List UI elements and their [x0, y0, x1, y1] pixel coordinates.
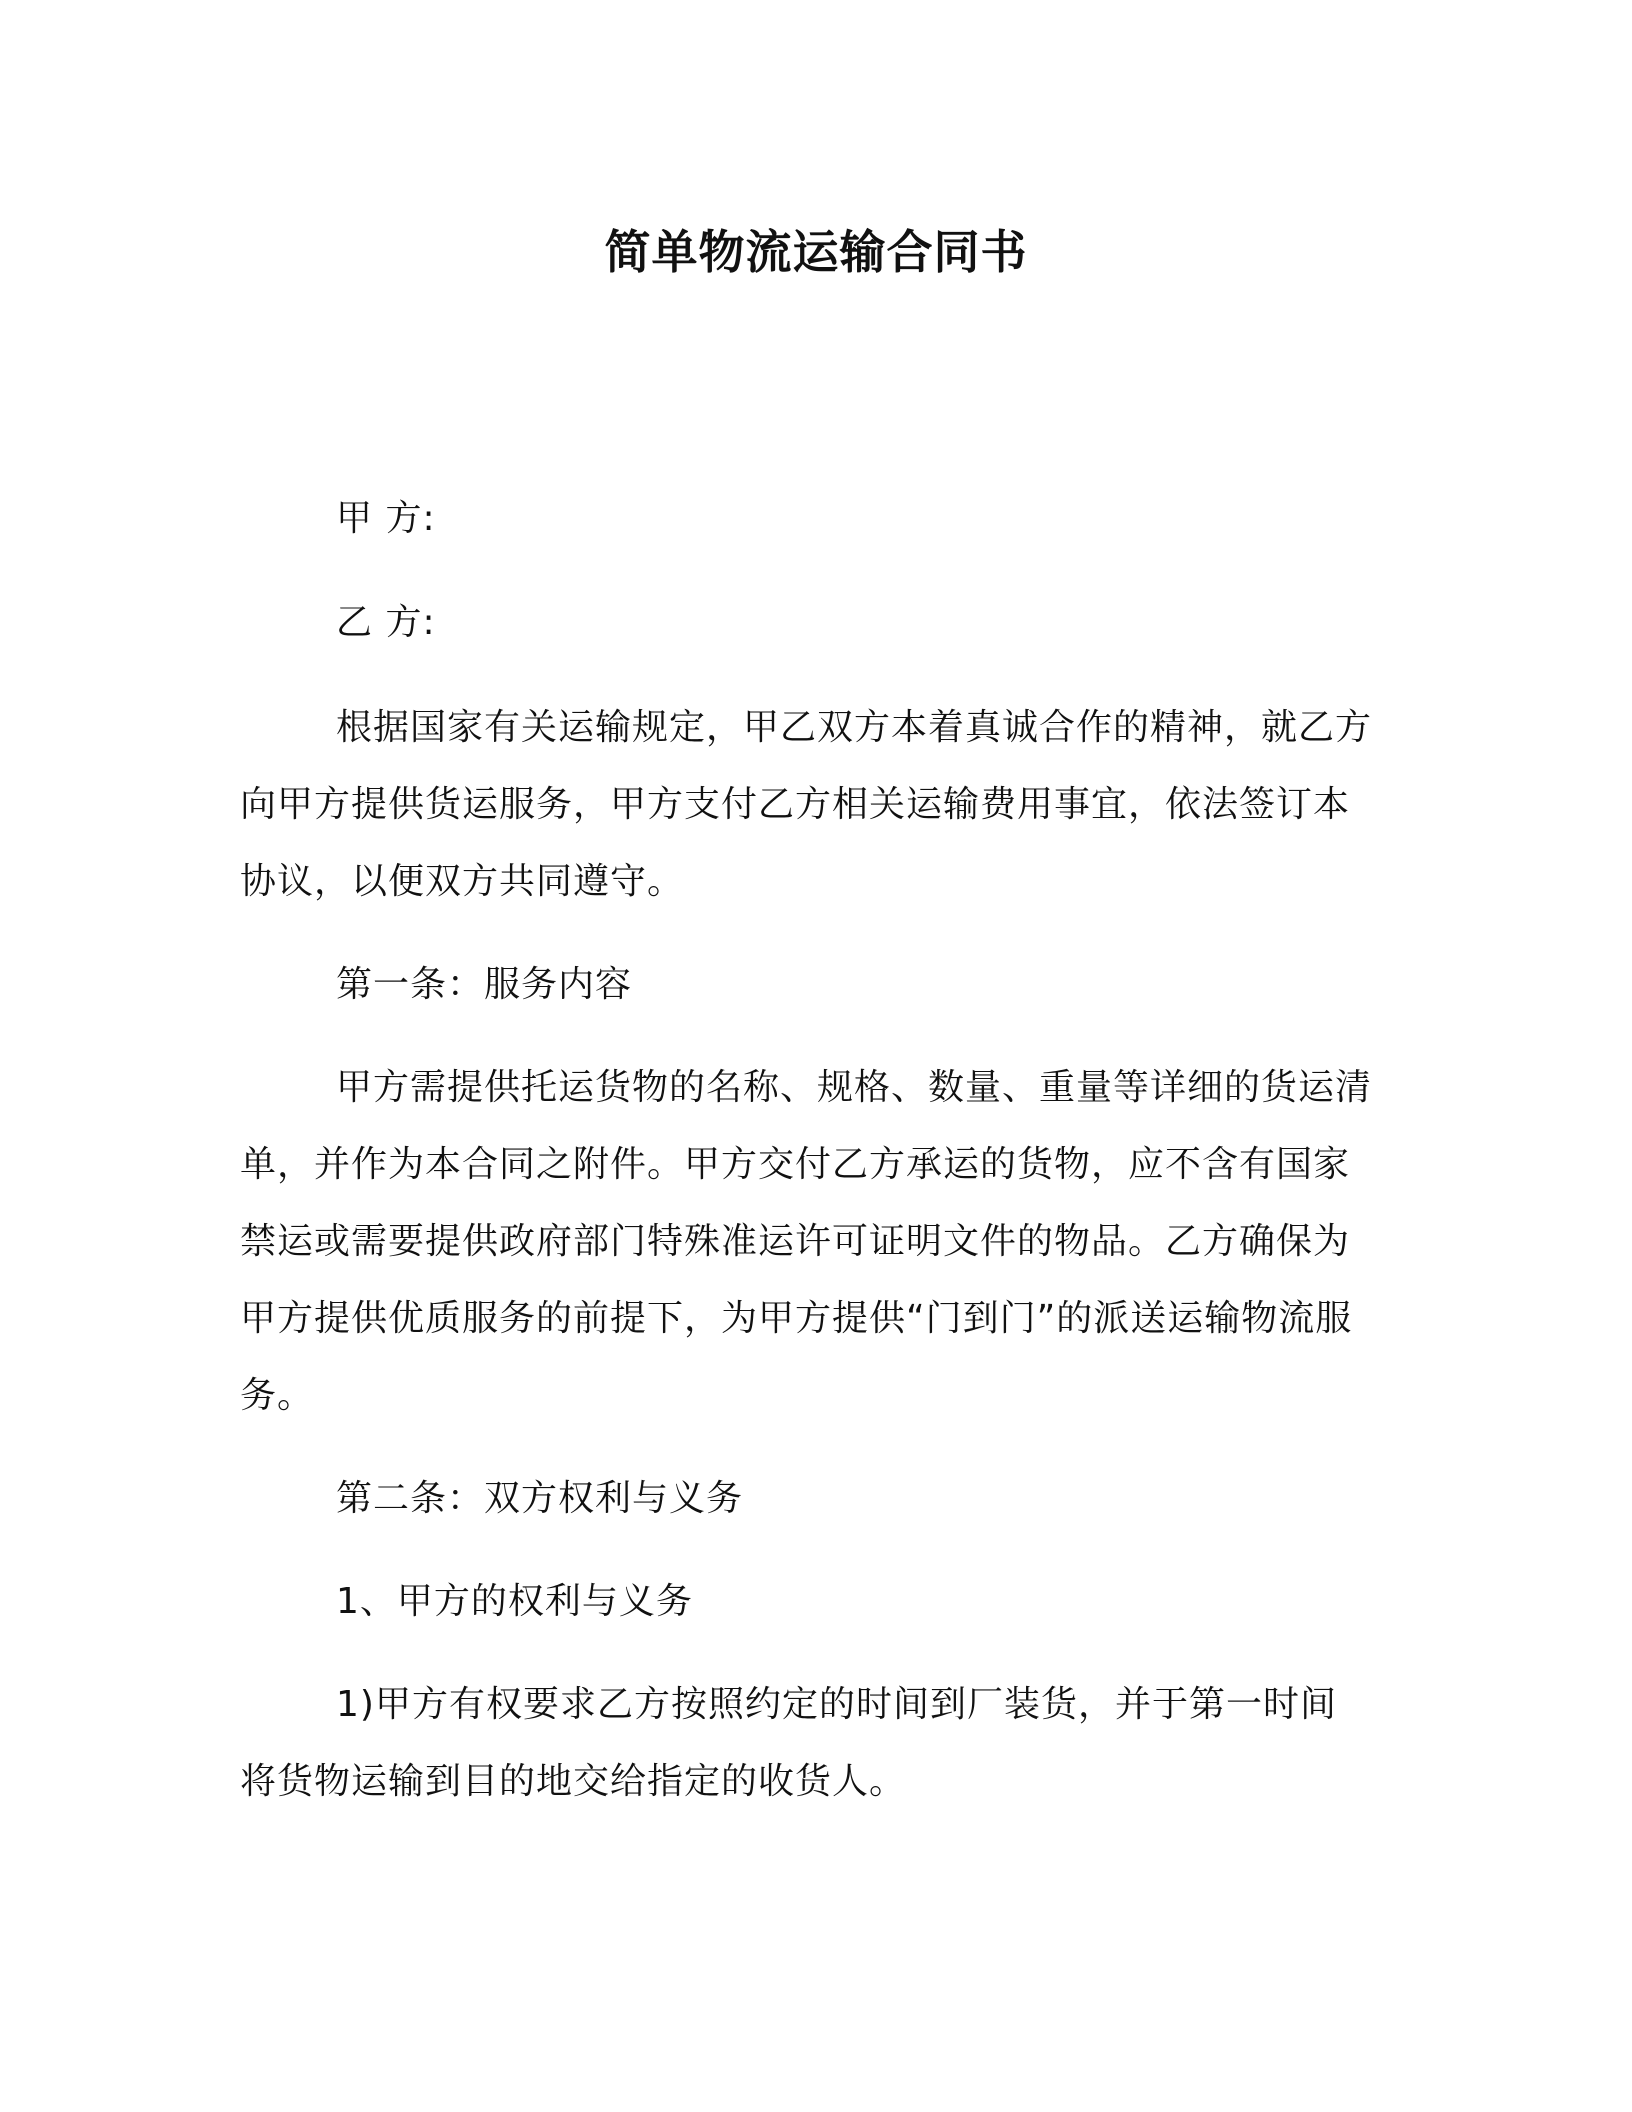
document-title: 简单物流运输合同书	[604, 225, 1028, 279]
party-a-label: 甲 方:	[336, 498, 436, 539]
section1-heading: 1、甲方的权利与义务	[336, 1581, 693, 1622]
preamble-paragraph: 根据国家有关运输规定，甲乙双方本着真诚合作的精神，就乙方向甲方提供货运服务，甲方支付乙方相关运输费用事宜，依法签订本协议，以便双方共同遵守。	[240, 707, 1373, 902]
article1-body-paragraph: 甲方需提供托运货物的名称、规格、数量、重量等详细的货运清单，并作为本合同之附件。甲方交付乙方承运的货物，应不含有国家禁运或需要提供政府部门特殊准运许可证明文件的物品。乙方确保为甲方提供优质服务的前提下，为甲方提供“门到门”的派送运输物流服务。	[240, 1067, 1373, 1416]
party-b-label: 乙 方:	[336, 602, 436, 643]
clause1-paragraph: 1)甲方有权要求乙方按照约定的时间到厂装货，并于第一时间将货物运输到目的地交给指定的收货人。	[240, 1684, 1337, 1802]
article1-heading: 第一条：服务内容	[336, 964, 633, 1005]
article2-heading: 第二条：双方权利与义务	[336, 1478, 744, 1519]
